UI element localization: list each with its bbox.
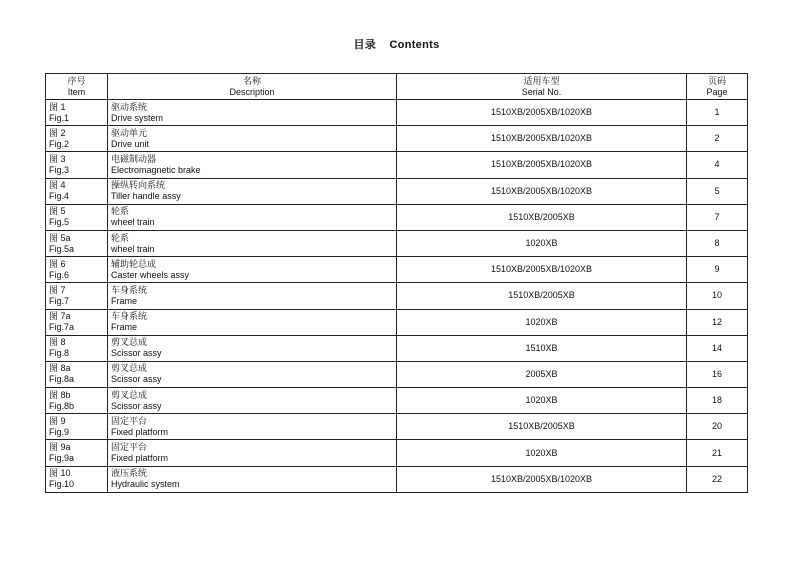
serial-no: 1510XB — [525, 342, 558, 353]
page-cell — [687, 100, 748, 126]
description-cn: 剪叉总成 — [111, 363, 148, 374]
description-cn: 车身系统 — [111, 311, 148, 322]
item-en: Fig.6 — [49, 269, 70, 280]
column-header-en: Description — [229, 86, 275, 97]
description-cn: 驱动系统 — [111, 101, 148, 112]
serial-no: 1510XB/2005XB — [508, 211, 575, 222]
contents-body — [46, 100, 748, 493]
table-row — [46, 178, 748, 204]
serial-cell — [397, 126, 687, 152]
description-cell — [108, 309, 397, 335]
serial-cell — [397, 466, 687, 492]
description-en: Scissor assy — [111, 348, 162, 359]
description-en: Fixed platform — [111, 426, 169, 437]
table-row — [46, 414, 748, 440]
page-cell — [687, 466, 748, 492]
page-cell — [687, 204, 748, 230]
description-cell — [108, 100, 397, 126]
description-en: Drive system — [111, 112, 164, 123]
item-en: Fig.7a — [49, 322, 75, 333]
description-en: Electromagnetic brake — [111, 164, 201, 175]
serial-cell — [397, 230, 687, 256]
item-en: Fig.2 — [49, 138, 70, 149]
serial-cell — [397, 257, 687, 283]
item-cell — [46, 388, 108, 414]
description-en: Tiller handle assy — [111, 191, 181, 202]
item-en: Fig.4 — [49, 191, 70, 202]
description-cell — [108, 361, 397, 387]
description-cn: 固定平台 — [111, 415, 148, 426]
item-en: Fig.9a — [49, 453, 75, 464]
page-cell — [687, 440, 748, 466]
serial-cell — [397, 440, 687, 466]
column-header-cn: 适用车型 — [523, 75, 560, 86]
item-cell — [46, 100, 108, 126]
table-row — [46, 126, 748, 152]
page-cell — [687, 257, 748, 283]
description-en: Fixed platform — [111, 453, 169, 464]
title-english: Contents — [389, 39, 440, 51]
description-cell — [108, 230, 397, 256]
serial-no: 1510XB/2005XB/1020XB — [490, 264, 593, 275]
serial-no: 1020XB — [525, 238, 558, 249]
item-cell — [46, 361, 108, 387]
description-cell — [108, 152, 397, 178]
item-cn: 图 8 — [49, 337, 66, 348]
description-cn: 辅助轮总成 — [111, 258, 157, 269]
page-number: 22 — [711, 473, 722, 484]
item-en: Fig.1 — [49, 112, 70, 123]
title-chinese: 目录 — [353, 39, 377, 51]
item-cell — [46, 126, 108, 152]
item-en: Fig.7 — [49, 295, 70, 306]
description-en: Caster wheels assy — [111, 269, 190, 280]
serial-cell — [397, 361, 687, 387]
serial-no: 1020XB — [525, 316, 558, 327]
page-cell — [687, 178, 748, 204]
serial-no: 1510XB/2005XB — [508, 290, 575, 301]
page-cell — [687, 152, 748, 178]
item-cell — [46, 414, 108, 440]
description-cell — [108, 388, 397, 414]
table-row — [46, 204, 748, 230]
description-cn: 车身系统 — [111, 284, 148, 295]
description-cell — [108, 335, 397, 361]
table-row — [46, 309, 748, 335]
description-cell — [108, 126, 397, 152]
description-en: Scissor assy — [111, 400, 162, 411]
page-cell — [687, 230, 748, 256]
column-header-cn: 序号 — [67, 75, 86, 86]
item-en: Fig.8 — [49, 348, 70, 359]
page-number: 7 — [714, 211, 720, 222]
item-cn: 图 5 — [49, 206, 66, 217]
serial-cell — [397, 335, 687, 361]
item-cn: 图 7a — [49, 311, 71, 322]
description-cell — [108, 414, 397, 440]
item-cn: 图 10 — [49, 468, 71, 479]
description-cn: 操纵转向系统 — [111, 180, 166, 191]
item-cn: 图 3 — [49, 153, 66, 164]
serial-cell — [397, 204, 687, 230]
description-en: wheel train — [111, 243, 155, 254]
table-row — [46, 230, 748, 256]
item-cn: 图 5a — [49, 232, 71, 243]
page-cell — [687, 283, 748, 309]
description-cn: 剪叉总成 — [111, 389, 148, 400]
description-cell — [108, 283, 397, 309]
serial-no: 1510XB/2005XB/1020XB — [490, 185, 593, 196]
page-number: 20 — [711, 421, 722, 432]
description-cell — [108, 440, 397, 466]
item-cell — [46, 257, 108, 283]
item-cn: 图 8b — [49, 389, 71, 400]
column-header-page — [687, 74, 748, 100]
item-cn: 图 6 — [49, 258, 66, 269]
description-en: Drive unit — [111, 138, 150, 149]
serial-cell — [397, 309, 687, 335]
item-en: Fig.3 — [49, 164, 70, 175]
page-number: 14 — [711, 342, 722, 353]
column-header-serial — [397, 74, 687, 100]
item-cell — [46, 178, 108, 204]
description-cell — [108, 178, 397, 204]
column-header-cn: 页码 — [707, 75, 726, 86]
description-en: Frame — [111, 295, 138, 306]
page-number: 16 — [711, 368, 722, 379]
item-cell — [46, 283, 108, 309]
item-cn: 图 4 — [49, 180, 66, 191]
column-header-en: Serial No. — [521, 86, 562, 97]
item-cn: 图 8a — [49, 363, 71, 374]
description-cn: 液压系统 — [111, 468, 148, 479]
item-en: Fig.10 — [49, 479, 75, 490]
serial-cell — [397, 414, 687, 440]
serial-no: 1510XB/2005XB — [508, 421, 575, 432]
page-number: 12 — [711, 316, 722, 327]
description-en: wheel train — [111, 217, 155, 228]
serial-no: 1510XB/2005XB/1020XB — [490, 133, 593, 144]
item-en: Fig.9 — [49, 426, 70, 437]
description-cn: 轮系 — [111, 232, 130, 243]
item-en: Fig.8b — [49, 400, 75, 411]
page-cell — [687, 388, 748, 414]
description-cell — [108, 204, 397, 230]
serial-cell — [397, 283, 687, 309]
page-cell — [687, 309, 748, 335]
serial-cell — [397, 388, 687, 414]
item-cell — [46, 335, 108, 361]
column-header-description — [108, 74, 397, 100]
page-number: 10 — [711, 290, 722, 301]
table-row — [46, 335, 748, 361]
table-row — [46, 100, 748, 126]
item-en: Fig.5 — [49, 217, 70, 228]
serial-no: 1020XB — [525, 447, 558, 458]
table-row — [46, 361, 748, 387]
description-cn: 轮系 — [111, 206, 130, 217]
column-header-item — [46, 74, 108, 100]
serial-cell — [397, 178, 687, 204]
table-row — [46, 440, 748, 466]
item-cn: 图 2 — [49, 127, 66, 138]
item-cn: 图 1 — [49, 101, 66, 112]
table-row — [46, 388, 748, 414]
description-cn: 固定平台 — [111, 442, 148, 453]
description-cn: 电磁制动器 — [111, 153, 157, 164]
item-cell — [46, 466, 108, 492]
item-en: Fig.8a — [49, 374, 75, 385]
description-cn: 驱动单元 — [111, 127, 148, 138]
item-cell — [46, 204, 108, 230]
item-cell — [46, 152, 108, 178]
page-number: 9 — [714, 264, 720, 275]
table-row — [46, 466, 748, 492]
item-cell — [46, 309, 108, 335]
page-cell — [687, 361, 748, 387]
page-number: 18 — [711, 395, 722, 406]
header-row — [46, 74, 748, 100]
page-number: 8 — [714, 238, 720, 249]
contents-table — [45, 73, 748, 493]
serial-cell — [397, 152, 687, 178]
description-en: Scissor assy — [111, 374, 162, 385]
page-cell — [687, 335, 748, 361]
item-cell — [46, 230, 108, 256]
page-number: 5 — [714, 185, 720, 196]
page-number: 2 — [714, 133, 720, 144]
column-header-cn: 名称 — [242, 75, 261, 86]
page-number: 4 — [714, 159, 720, 170]
item-cn: 图 9a — [49, 442, 71, 453]
page-number: 21 — [711, 447, 722, 458]
item-cn: 图 7 — [49, 284, 66, 295]
page-cell — [687, 414, 748, 440]
description-en: Hydraulic system — [111, 479, 180, 490]
page-number: 1 — [714, 107, 720, 118]
serial-no: 1510XB/2005XB/1020XB — [490, 107, 593, 118]
column-header-en: Item — [67, 86, 86, 97]
description-cell — [108, 466, 397, 492]
serial-no: 1510XB/2005XB/1020XB — [490, 473, 593, 484]
item-cell — [46, 440, 108, 466]
serial-cell — [397, 100, 687, 126]
description-cell — [108, 257, 397, 283]
item-cn: 图 9 — [49, 415, 66, 426]
serial-no: 2005XB — [525, 368, 558, 379]
serial-no: 1020XB — [525, 395, 558, 406]
description-cn: 剪叉总成 — [111, 337, 148, 348]
page-cell — [687, 126, 748, 152]
page-title — [0, 36, 793, 52]
table-row — [46, 152, 748, 178]
item-en: Fig.5a — [49, 243, 75, 254]
table-row — [46, 283, 748, 309]
serial-no: 1510XB/2005XB/1020XB — [490, 159, 593, 170]
description-en: Frame — [111, 322, 138, 333]
table-row — [46, 257, 748, 283]
column-header-en: Page — [706, 86, 728, 97]
